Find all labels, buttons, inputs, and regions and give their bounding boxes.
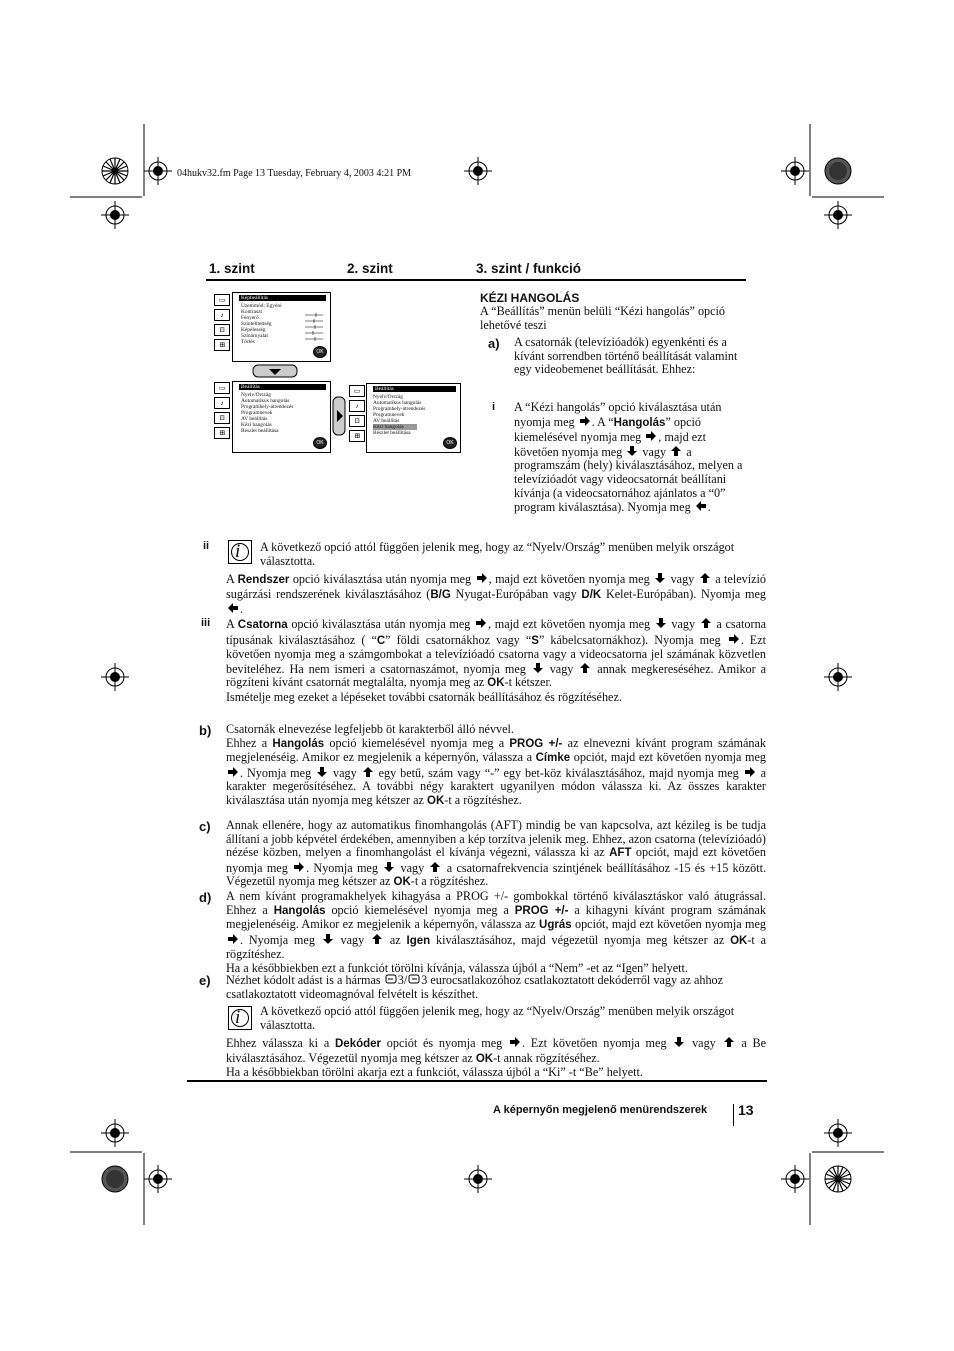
ok-icon: OK <box>313 346 327 358</box>
menu-item: Programhely-átrendezés <box>373 406 426 412</box>
setup-menu-screen-highlighted <box>366 383 461 453</box>
right-arrow-icon <box>227 766 239 778</box>
right-arrow-icon <box>475 617 487 629</box>
menu-item: Automatikus hangolás <box>373 400 422 406</box>
marker-ii: ii <box>203 540 210 552</box>
right-arrow-icon <box>645 430 657 442</box>
setup-menu-title: Beállítás <box>239 384 326 390</box>
down-arrow-icon <box>626 445 638 457</box>
e-text: Nézhet kódolt adást is a hármas 3/ 3 eurocsatlakozóhoz csatlakoztatott dekóderről vagy az ahhoz csatlakoztatott videomagnóval felvételt is készíthet. <box>226 973 724 1001</box>
marker-b: b) <box>199 723 212 738</box>
up-arrow-icon <box>700 617 712 629</box>
menu-item: Nyelv/Ország <box>241 392 271 398</box>
menu-item: Üzemmód: Egyéni <box>241 303 282 309</box>
feature-icon: ⊡ <box>349 415 365 427</box>
menu-item: Részlet beállítása <box>241 428 279 434</box>
e-text-2: Ehhez válassza ki a Dekóder opciót és nyomja meg . Ezt követően nyomja meg vagy a Be kiválasztásához. Végezetül nyomja meg kétszer az OK-t annak rögzítéséhez. Ha a későbbiekban törölni akarja ezt a funkciót, válassza újból a “Ki” -t “Be” helyett. <box>226 1036 767 1080</box>
setup-menu-screen <box>232 381 331 453</box>
menu-icons-3 <box>349 385 365 445</box>
footer-divider <box>733 1104 734 1126</box>
sound-icon: ♪ <box>214 309 230 321</box>
up-arrow-icon <box>362 766 374 778</box>
picture-menu-screen <box>232 292 331 362</box>
b-text: Csatornák elnevezése legfeljebb öt karakterből álló névvel. Ehhez a Hangolás opció kiemelésével nyomja meg a PROG +/- az elnevezni kívánt program számának megjelenéséig. Amikor ez megjelenik a képernyőn, válassza a Címke opciót, majd ezt követően nyomja meg . Nyomja meg vagy egy betű, szám vagy “-” egy bet-köz kiválasztásához, majd nyomja meg a karakter megerősítéséhez. A további négy karaktert ugyanilyen módon válassza ki. Az összes karakter kiválasztása után nyomja meg kétszer az OK-t a rögzítéshez. <box>226 722 767 807</box>
header-rule <box>206 279 746 281</box>
right-nav-arrow-icon <box>332 396 346 436</box>
menu-item: Kontraszt <box>241 309 262 315</box>
file-header: 04hukv32.fm Page 13 Tuesday, February 4, 2003 4:21 PM <box>177 168 412 179</box>
iii-text: A Csatorna opció kiválasztása után nyomja meg , majd ezt követően nyomja meg vagy a csatorna típusának kiválasztásához ( “C” földi csatornákhoz vagy “S” kábelcsatornákhoz). Nyomja meg . Ezt követően nyomja meg a számgombokat a televízióadó csatorna vagy a videocsatorna jel számának közvetlen beviteléhez. Ha nem ismeri a csatornaszámot, nyomja meg vagy annak megkereséséhez. Amikor a rögzíteni kívánt csatornát megtalálta, nyomja meg az OK-t kétszer. Ismételje meg ezeket a lépéseket további csatornák beállításához és rögzítéséhez. <box>226 617 767 704</box>
menu-item: AV beállítás <box>241 416 268 422</box>
setup-icon: ⊞ <box>349 430 365 442</box>
right-arrow-icon <box>293 861 305 873</box>
menu-icons-1 <box>214 294 230 354</box>
down-arrow-icon <box>316 766 328 778</box>
ii-note: A következő opció attól függően jelenik meg, hogy az “Nyelv/Ország” menüben melyik országot választotta. <box>260 540 735 568</box>
setup-icon: ⊞ <box>214 427 230 439</box>
picture-icon: ▭ <box>214 294 230 306</box>
footer-section: A képernyőn megjelenő menürendszerek <box>493 1104 708 1116</box>
menu-item-highlighted: Kézi hangolás <box>373 424 417 430</box>
intro-text: A “Beállítás” menün belüli “Kézi hangolás” opció lehetővé teszi <box>480 304 726 332</box>
ok-icon: OK <box>313 437 327 449</box>
setup-icon: ⊞ <box>214 339 230 351</box>
down-arrow-icon <box>532 662 544 674</box>
page-number: 13 <box>738 1102 754 1118</box>
marker-d: d) <box>199 890 212 905</box>
scart-in-icon <box>385 973 397 985</box>
menu-item: Törlés <box>241 339 255 345</box>
up-arrow-icon <box>699 572 711 584</box>
up-arrow-icon <box>670 445 682 457</box>
menu-item: Színtelítettség <box>241 321 272 327</box>
menu-item: Színárnyalat <box>241 333 268 339</box>
menu-item: AV beállítás <box>373 418 400 424</box>
picture-icon: ▭ <box>349 385 365 397</box>
picture-icon: ▭ <box>214 382 230 394</box>
c-text: Annak ellenére, hogy az automatikus finomhangolás (AFT) mindig be van kapcsolva, azt kézileg is be tudja állítani a jobb képvétel érdekében, amennyiben a kép torzítva jelenik meg. Ehhez, azon csatorna (televízióadó) nézése közben, melyen a finomhangolást el kívánja végezni, válassza ki az AFT opciót, majd ezt követően nyomja meg . Nyomja meg vagy a csatornafrekvencia szintjének beállításához -15 és +15 között. Végezetül nyomja meg kétszer az OK-t a rögzítéshez. <box>226 818 767 889</box>
marker-i: i <box>492 401 496 413</box>
right-arrow-icon <box>744 766 756 778</box>
up-arrow-icon <box>429 861 441 873</box>
column-level3: 3. szint / funkció <box>476 261 582 276</box>
up-arrow-icon <box>371 933 383 945</box>
menu-item: Programnevek <box>373 412 405 418</box>
right-arrow-icon <box>476 572 488 584</box>
down-nav-arrow-icon <box>252 364 298 378</box>
menu-item: Programnevek <box>241 410 273 416</box>
slider-marks <box>305 311 325 345</box>
column-level2: 2. szint <box>347 261 393 276</box>
scart-out-icon <box>408 973 420 985</box>
menu-item: Fényerő <box>241 315 259 321</box>
marker-iii: iii <box>201 617 211 629</box>
down-arrow-icon <box>655 617 667 629</box>
menu-item: Programhely-átrendezés <box>241 404 294 410</box>
menu-icons-2 <box>214 382 230 442</box>
menu-item: Részlet beállítása <box>373 430 411 436</box>
left-arrow-icon <box>695 500 707 512</box>
setup-menu-title: Beállítás <box>373 386 456 392</box>
d-text: A nem kívánt programakhelyek kihagyása a PROG +/- gombokkal történő kiválasztáskor való átugrással. Ehhez a Hangolás opció kiemelésével nyomja meg a PROG +/- a kihagyni kívánt program számának megjelenéséig. Amikor ez megjelenik a képernyőn, válassza az Ugrás opciót, majd ezt követően nyomja meg . Nyomja meg vagy az Igen kiválasztásához, majd végezetül nyomja meg kétszer az OK-t a rögzítéshez. Ha a későbbiekben ezt a funkciót törölni kívánja, válassza újból a “Nem” -et az “Igen” helyett. <box>226 889 767 975</box>
feature-icon: ⊡ <box>214 324 230 336</box>
down-arrow-icon <box>383 861 395 873</box>
down-arrow-icon <box>654 572 666 584</box>
column-level1: 1. szint <box>209 261 255 276</box>
up-arrow-icon <box>579 662 591 674</box>
right-arrow-icon <box>509 1036 521 1048</box>
right-arrow-icon <box>579 415 591 427</box>
info-icon: i <box>228 1006 252 1030</box>
info-icon: i <box>228 540 252 564</box>
marker-c: c) <box>199 819 211 834</box>
down-arrow-icon <box>322 933 334 945</box>
sound-icon: ♪ <box>349 400 365 412</box>
marker-a: a) <box>488 336 500 351</box>
menu-item: Képélesség <box>241 327 266 333</box>
i-text: A “Kézi hangolás” opció kiválasztása után nyomja meg . A “Hangolás” opció kiemelésével nyomja meg , majd ezt követően nyomja meg vagy a programszám (hely) kiválasztásához, melyen a televízióadót vagy videocsatornát beállítani kívánja (a videocsatornához ajánlatos a “0” program kiválasztása). Nyomja meg . <box>514 400 743 515</box>
marker-e: e) <box>199 973 211 988</box>
e-note: A következő opció attól függően jelenik meg, hogy az “Nyelv/Ország” menüben melyik országot választotta. <box>260 1004 735 1032</box>
section-title: KÉZI HANGOLÁS <box>480 291 580 305</box>
menu-item: Kézi hangolás <box>241 422 272 428</box>
footer-rule <box>187 1080 767 1082</box>
picture-menu-title: Képbeállítás <box>239 295 326 301</box>
feature-icon: ⊡ <box>214 412 230 424</box>
down-arrow-icon <box>673 1036 685 1048</box>
a-text: A csatornák (televízióadók) egyenkénti és a kívánt sorrendben történő beállítását valamint egy videobemenet beállítását. Ehhez: <box>514 335 738 377</box>
menu-item: Automatikus hangolás <box>241 398 290 404</box>
up-arrow-icon <box>723 1036 735 1048</box>
ii-text: A Rendszer opció kiválasztása után nyomja meg , majd ezt követően nyomja meg vagy a televízió sugárzási rendszerének kiválasztásához (B/G Nyugat-Európában vagy D/K Kelet-Európában). Nyomja meg . <box>226 572 767 617</box>
menu-item: Nyelv/Ország <box>373 394 403 400</box>
ok-icon: OK <box>443 437 457 449</box>
sound-icon: ♪ <box>214 397 230 409</box>
right-arrow-icon <box>227 933 239 945</box>
left-arrow-icon <box>227 602 239 614</box>
right-arrow-icon <box>728 633 740 645</box>
